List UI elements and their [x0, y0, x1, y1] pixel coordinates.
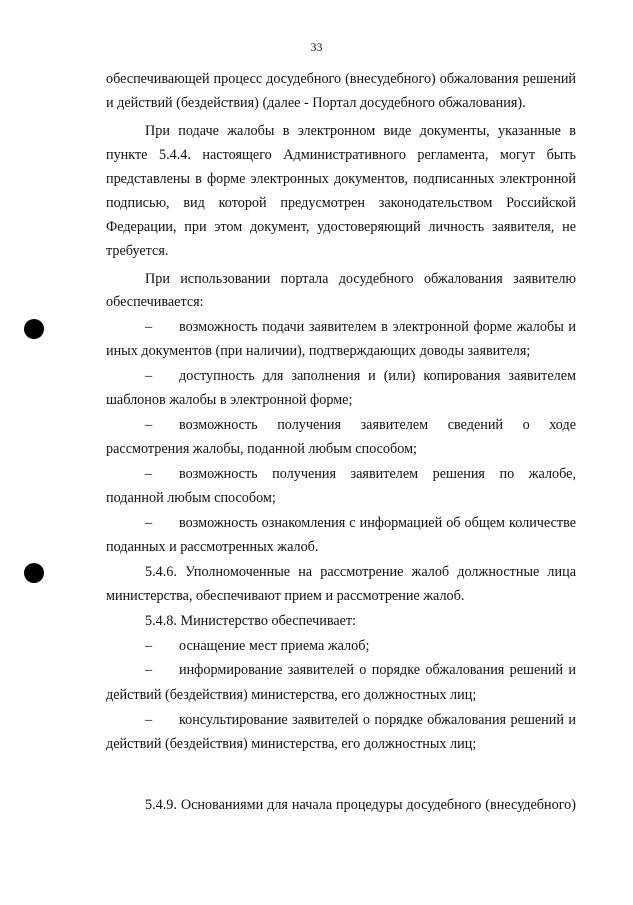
- text-line: и действий (бездействия) (далее - Портал досудебного обжалования).: [106, 95, 526, 111]
- text-line: обеспечивается:: [106, 294, 204, 310]
- paragraph-first-line: При подаче жалобы в электронном виде документы, указанные в: [145, 123, 576, 139]
- list-dash: –: [145, 662, 153, 678]
- text-line: пункте 5.4.4. настоящего Административного регламента, могут быть: [106, 147, 576, 163]
- list-item-text: возможность получения заявителем решения по жалобе,: [179, 466, 576, 482]
- text-line: поданной любым способом;: [106, 490, 276, 506]
- list-item-text: доступность для заполнения и (или) копирования заявителем: [179, 368, 576, 384]
- text-line: иных документов (при наличии), подтверждающих доводы заявителя;: [106, 343, 531, 359]
- text-line: представлены в форме электронных документов, подписанных электронной: [106, 171, 576, 187]
- text-line: обеспечивающей процесс досудебного (внесудебного) обжалования решений: [106, 71, 576, 87]
- paragraph-first-line: 5.4.8. Министерство обеспечивает:: [145, 613, 357, 629]
- list-dash: –: [145, 515, 153, 531]
- text-line: шаблонов жалобы в электронной форме;: [106, 392, 353, 408]
- text-line: действий (бездействия) министерства, его должностных лиц;: [106, 687, 477, 703]
- list-item-text: возможность ознакомления с информацией об общем количестве: [179, 515, 576, 531]
- list-item-text: консультирование заявителей о порядке обжалования решений и: [179, 712, 576, 728]
- list-item-text: информирование заявителей о порядке обжалования решений и: [179, 662, 576, 678]
- list-item-text: возможность подачи заявителем в электронной форме жалобы и: [179, 319, 576, 335]
- paragraph-first-line: При использовании портала досудебного обжалования заявителю: [145, 271, 576, 287]
- list-item-text: возможность получения заявителем сведений о ходе: [179, 417, 576, 433]
- list-item-text: оснащение мест приема жалоб;: [179, 638, 370, 654]
- paragraph-first-line: 5.4.6. Уполномоченные на рассмотрение жалоб должностные лица: [145, 564, 576, 580]
- text-line: Федерации, при этом документ, удостоверяющий личность заявителя, не: [106, 219, 576, 235]
- list-dash: –: [145, 638, 153, 654]
- punch-hole: [24, 563, 44, 583]
- text-line: действий (бездействия) министерства, его должностных лиц;: [106, 736, 477, 752]
- paragraph-first-line: 5.4.9. Основаниями для начала процедуры досудебного (внесудебного): [145, 797, 576, 813]
- list-dash: –: [145, 417, 153, 433]
- text-line: рассмотрения жалобы, поданной любым способом;: [106, 441, 417, 457]
- list-dash: –: [145, 466, 153, 482]
- text-line: министерства, обеспечивают прием и рассмотрение жалоб.: [106, 588, 465, 604]
- list-dash: –: [145, 712, 153, 728]
- text-line: требуется.: [106, 243, 169, 259]
- page-number: 33: [310, 40, 323, 54]
- list-dash: –: [145, 319, 153, 335]
- list-dash: –: [145, 368, 153, 384]
- text-line: поданных и рассмотренных жалоб.: [106, 539, 319, 555]
- punch-hole: [24, 319, 44, 339]
- text-line: подписью, вид которой предусмотрен законодательством Российской: [106, 195, 576, 211]
